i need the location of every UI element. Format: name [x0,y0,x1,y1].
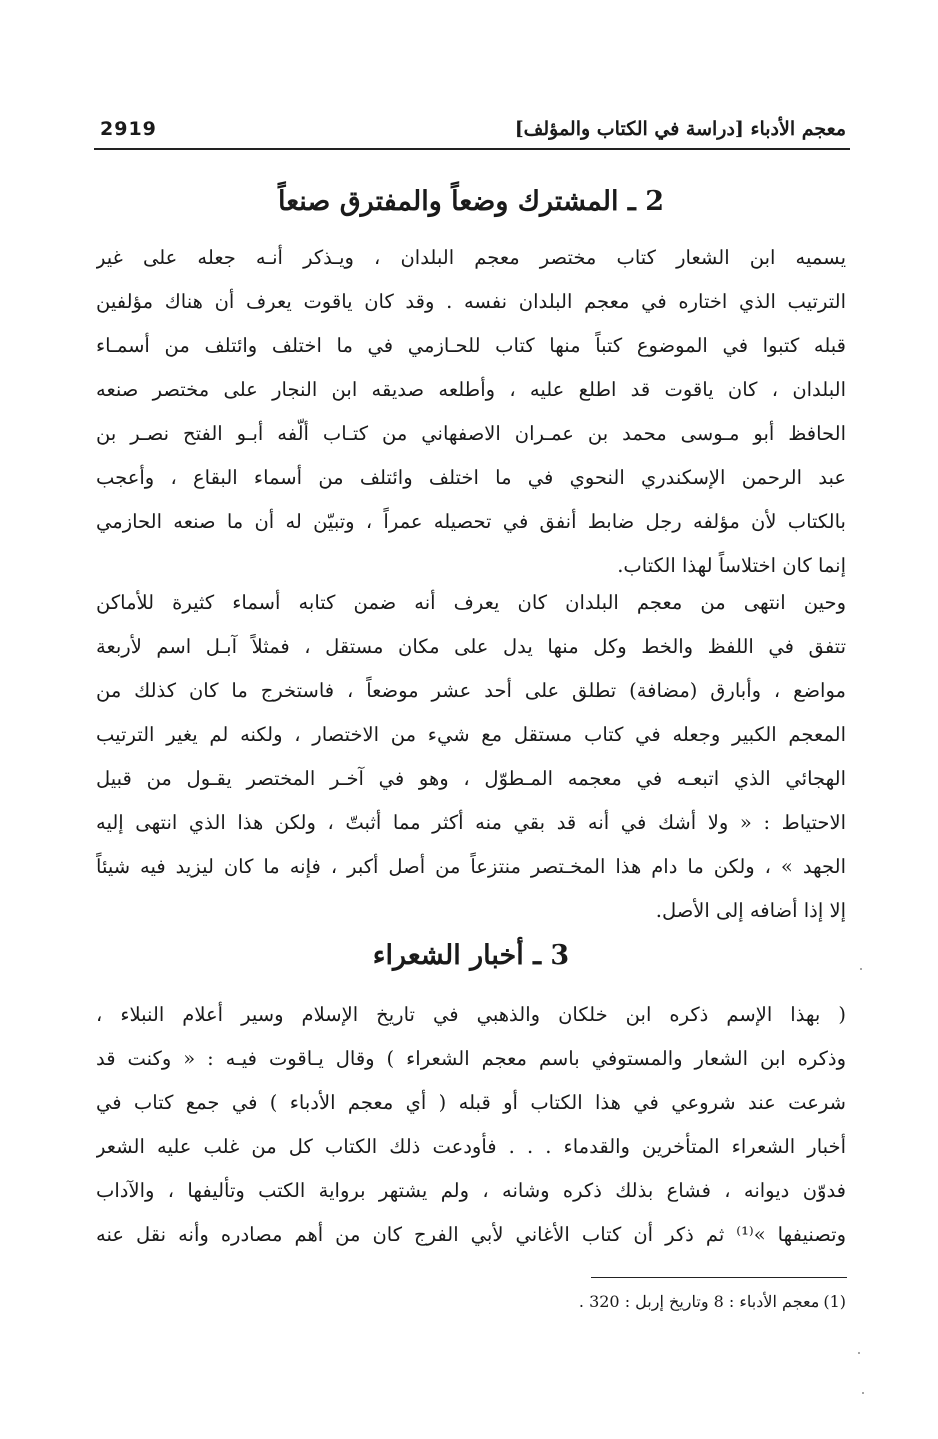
footnote-marker: (1) [823,1292,846,1311]
text-line: الترتيب الذي اختاره في معجم البلدان نفسه . وقد كان ياقوت يعرف أن هناك مؤلفين [96,290,846,313]
running-header [96,112,846,152]
text-line: البلدان ، كان ياقوت قد اطلع عليه ، وأطلعه صديقه ابن النجار على مختصر صنعه [96,378,846,401]
text-line: وذكره ابن الشعار والمستوفي باسم معجم الشعراء ) وقال يـاقوت فيـه : « وكنت قد [96,1047,846,1070]
section-2-heading: 2 ـ المشترك وضعاً والمفترق صنعاً [278,186,664,217]
text-line: أخبار الشعراء المتأخرين والقدماء . . . فأودعت ذلك الكتاب كل من غلب عليه الشعر [96,1135,846,1158]
text-line: ( بهذا الإسم ذكره ابن خلكان والذهبي في تاريخ الإسلام وسير أعلام النبلاء ، [96,1003,846,1026]
text-line: بالكتاب لأن مؤلفه رجل ضابط أنفق في تحصيله عمراً ، وتبيّن له أن ما صنعه الحازمي [96,510,846,533]
scan-speck [860,968,862,970]
text-line: تتفق في اللفظ والخط وكل منها يدل على مكان مستقل ، فمثلاً آبـل اسم لأربعة [96,635,846,658]
text-line: إنما كان اختلاساً لهذا الكتاب. [617,554,846,577]
section-2-paragraph-2 [96,581,846,933]
text-line: فدوّن ديوانه ، فشاع بذلك ذكره وشانه ، ولم يشتهر برواية الكتب وتأليفها ، والآداب [96,1179,846,1202]
text-line: وحين انتهى من معجم البلدان كان يعرف أنه ضمن كتابه أسماء كثيرة للأماكن [96,591,846,614]
text-line: الهجائي الذي اتبعـه في معجمه المـطوّل ، وهو في آخـر المختصر يقـول من قبيل [96,767,846,790]
scan-speck [862,1392,864,1394]
footnote [579,1292,846,1311]
text-line: المعجم الكبير وجعله في كتاب مستقل مع شيء من الاختصار ، ولكنه لم يغير الترتيب [96,723,846,746]
footnote-text: معجم الأدباء : 8 وتاريخ إربل : 320 . [578,1292,820,1311]
text-line: الجهد » ، ولكن ما دام هذا المخـتصر منتزعاً من أصل أكبر ، فإنه ما كان ليزيد فيه شيئاً [96,855,846,878]
text-line: قبله كتبوا في الموضوع كتباً منها كتاب للحـازمي في ما اختلف وائتلف من أسمـاء [96,334,846,357]
footnote-rule [591,1277,847,1278]
text-line: الحافظ أبو مـوسى محمد بن عمـران الاصفهاني من كتـاب ألّفه أبـو الفتح نصـر بن [96,422,846,445]
text-line: شرعت عند شروعي في هذا الكتاب أو قبله ( أي معجم الأدباء ) في جمع كتاب في [96,1091,846,1114]
section-3-paragraph-1 [96,993,846,1257]
page-number: 2919 [100,118,157,140]
scan-speck [858,1352,860,1354]
text-line: وتصنيفها »⁽¹⁾ ثم ذكر أن كتاب الأغاني لأبي الفرج كان من أهم مصادره وأنه نقل عنه [96,1223,846,1246]
text-line: الاحتياط : « ولا أشك في أنه قد بقي منه أكثر مما أثبتّ ، ولكن هذا الذي انتهى إليه [96,811,846,834]
section-2-paragraph-1 [96,236,846,588]
section-3-heading: 3 ـ أخبار الشعراء [372,940,570,971]
running-title: معجم الأدباء [دراسة في الكتاب والمؤلف] [514,118,846,140]
text-line: يسميه ابن الشعار كتاب مختصر معجم البلدان ، ويـذكر أنـه جعله على غير [96,246,846,269]
text-line: مواضع ، وأبارق (مضافة) تطلق على أحد عشر موضعاً ، فاستخرج ما كان كذلك من [96,679,846,702]
header-rule [94,148,850,150]
text-line: إلا إذا أضافه إلى الأصل. [655,899,846,922]
text-line: عبد الرحمن الإسكندري النحوي في ما اختلف وائتلف من أسماء البقاع ، وأعجب [96,466,846,489]
